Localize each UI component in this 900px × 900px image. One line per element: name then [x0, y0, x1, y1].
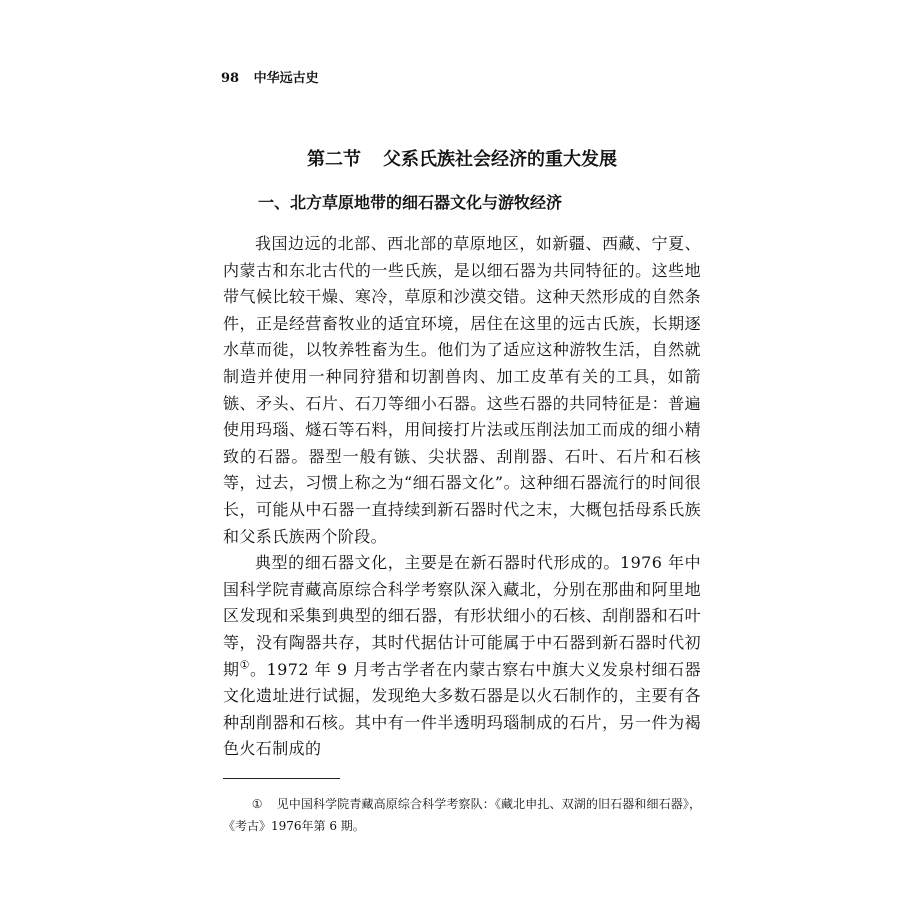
section-number: 第二节 — [307, 149, 361, 170]
body-text — [223, 231, 701, 763]
footnote-mark: ① — [251, 797, 263, 811]
section-title — [223, 145, 701, 171]
footnote-divider — [223, 778, 340, 779]
paragraph-2-part-1: 典型的细石器文化，主要是在新石器时代形成的。1976 年中国科学院青藏高原综合科学考察队深入藏北，分别在那曲和阿里地区发现和采集到典型的细石器，有形状细小的石核、刮削器和石叶等，没有陶器共存，其时代据估计可能属于中石器到新石器时代初期 — [223, 553, 701, 679]
footnote — [223, 793, 701, 837]
footnote-reference[interactable]: ① — [239, 658, 251, 672]
page-number: 98 — [221, 71, 240, 86]
running-head — [221, 67, 319, 86]
section-title-text: 父系氏族社会经济的重大发展 — [383, 149, 617, 170]
paragraph-2 — [223, 550, 701, 763]
book-title: 中华远古史 — [253, 71, 319, 86]
footnote-text: 见中国科学院青藏高原综合科学考察队：《藏北申扎、双湖的旧石器和细石器》，《考古》1976年第 6 期。 — [223, 797, 701, 833]
subsection-title: 一、北方草原地带的细石器文化与游牧经济 — [258, 193, 563, 212]
paragraph-2-part-2: 。1972 年 9 月考古学者在内蒙古察右中旗大义发泉村细石器文化遗址进行试掘，发现绝大多数石器是以火石制作的，主要有各种刮削器和石核。其中有一件半透明玛瑙制成的石片，另一件为褐色火石制成的 — [223, 659, 702, 759]
paragraph-1: 我国边远的北部、西北部的草原地区，如新疆、西藏、宁夏、内蒙古和东北古代的一些氏族，是以细石器为共同特征的。这些地带气候比较干燥、寒冷，草原和沙漠交错。这种天然形成的自然条件，正是经营畜牧业的适宜环境，居住在这里的远古氏族，长期逐水草而徙，以牧养牲畜为生。他们为了适应这种游牧生活，自然就制造并使用一种同狩猎和切割兽肉、加工皮革有关的工具，如箭镞、矛头、石片、石刀等细小石器。这些石器的共同特征是：普遍使用玛瑙、燧石等石料，用间接打片法或压削法加工而成的细小精致的石器。器型一般有镞、尖状器、刮削器、石叶、石片和石核等，过去，习惯上称之为“细石器文化”。这种细石器流行的时间很长，可能从中石器一直持续到新石器时代之末，大概包括母系氏族和父系氏族两个阶段。 — [223, 234, 701, 546]
